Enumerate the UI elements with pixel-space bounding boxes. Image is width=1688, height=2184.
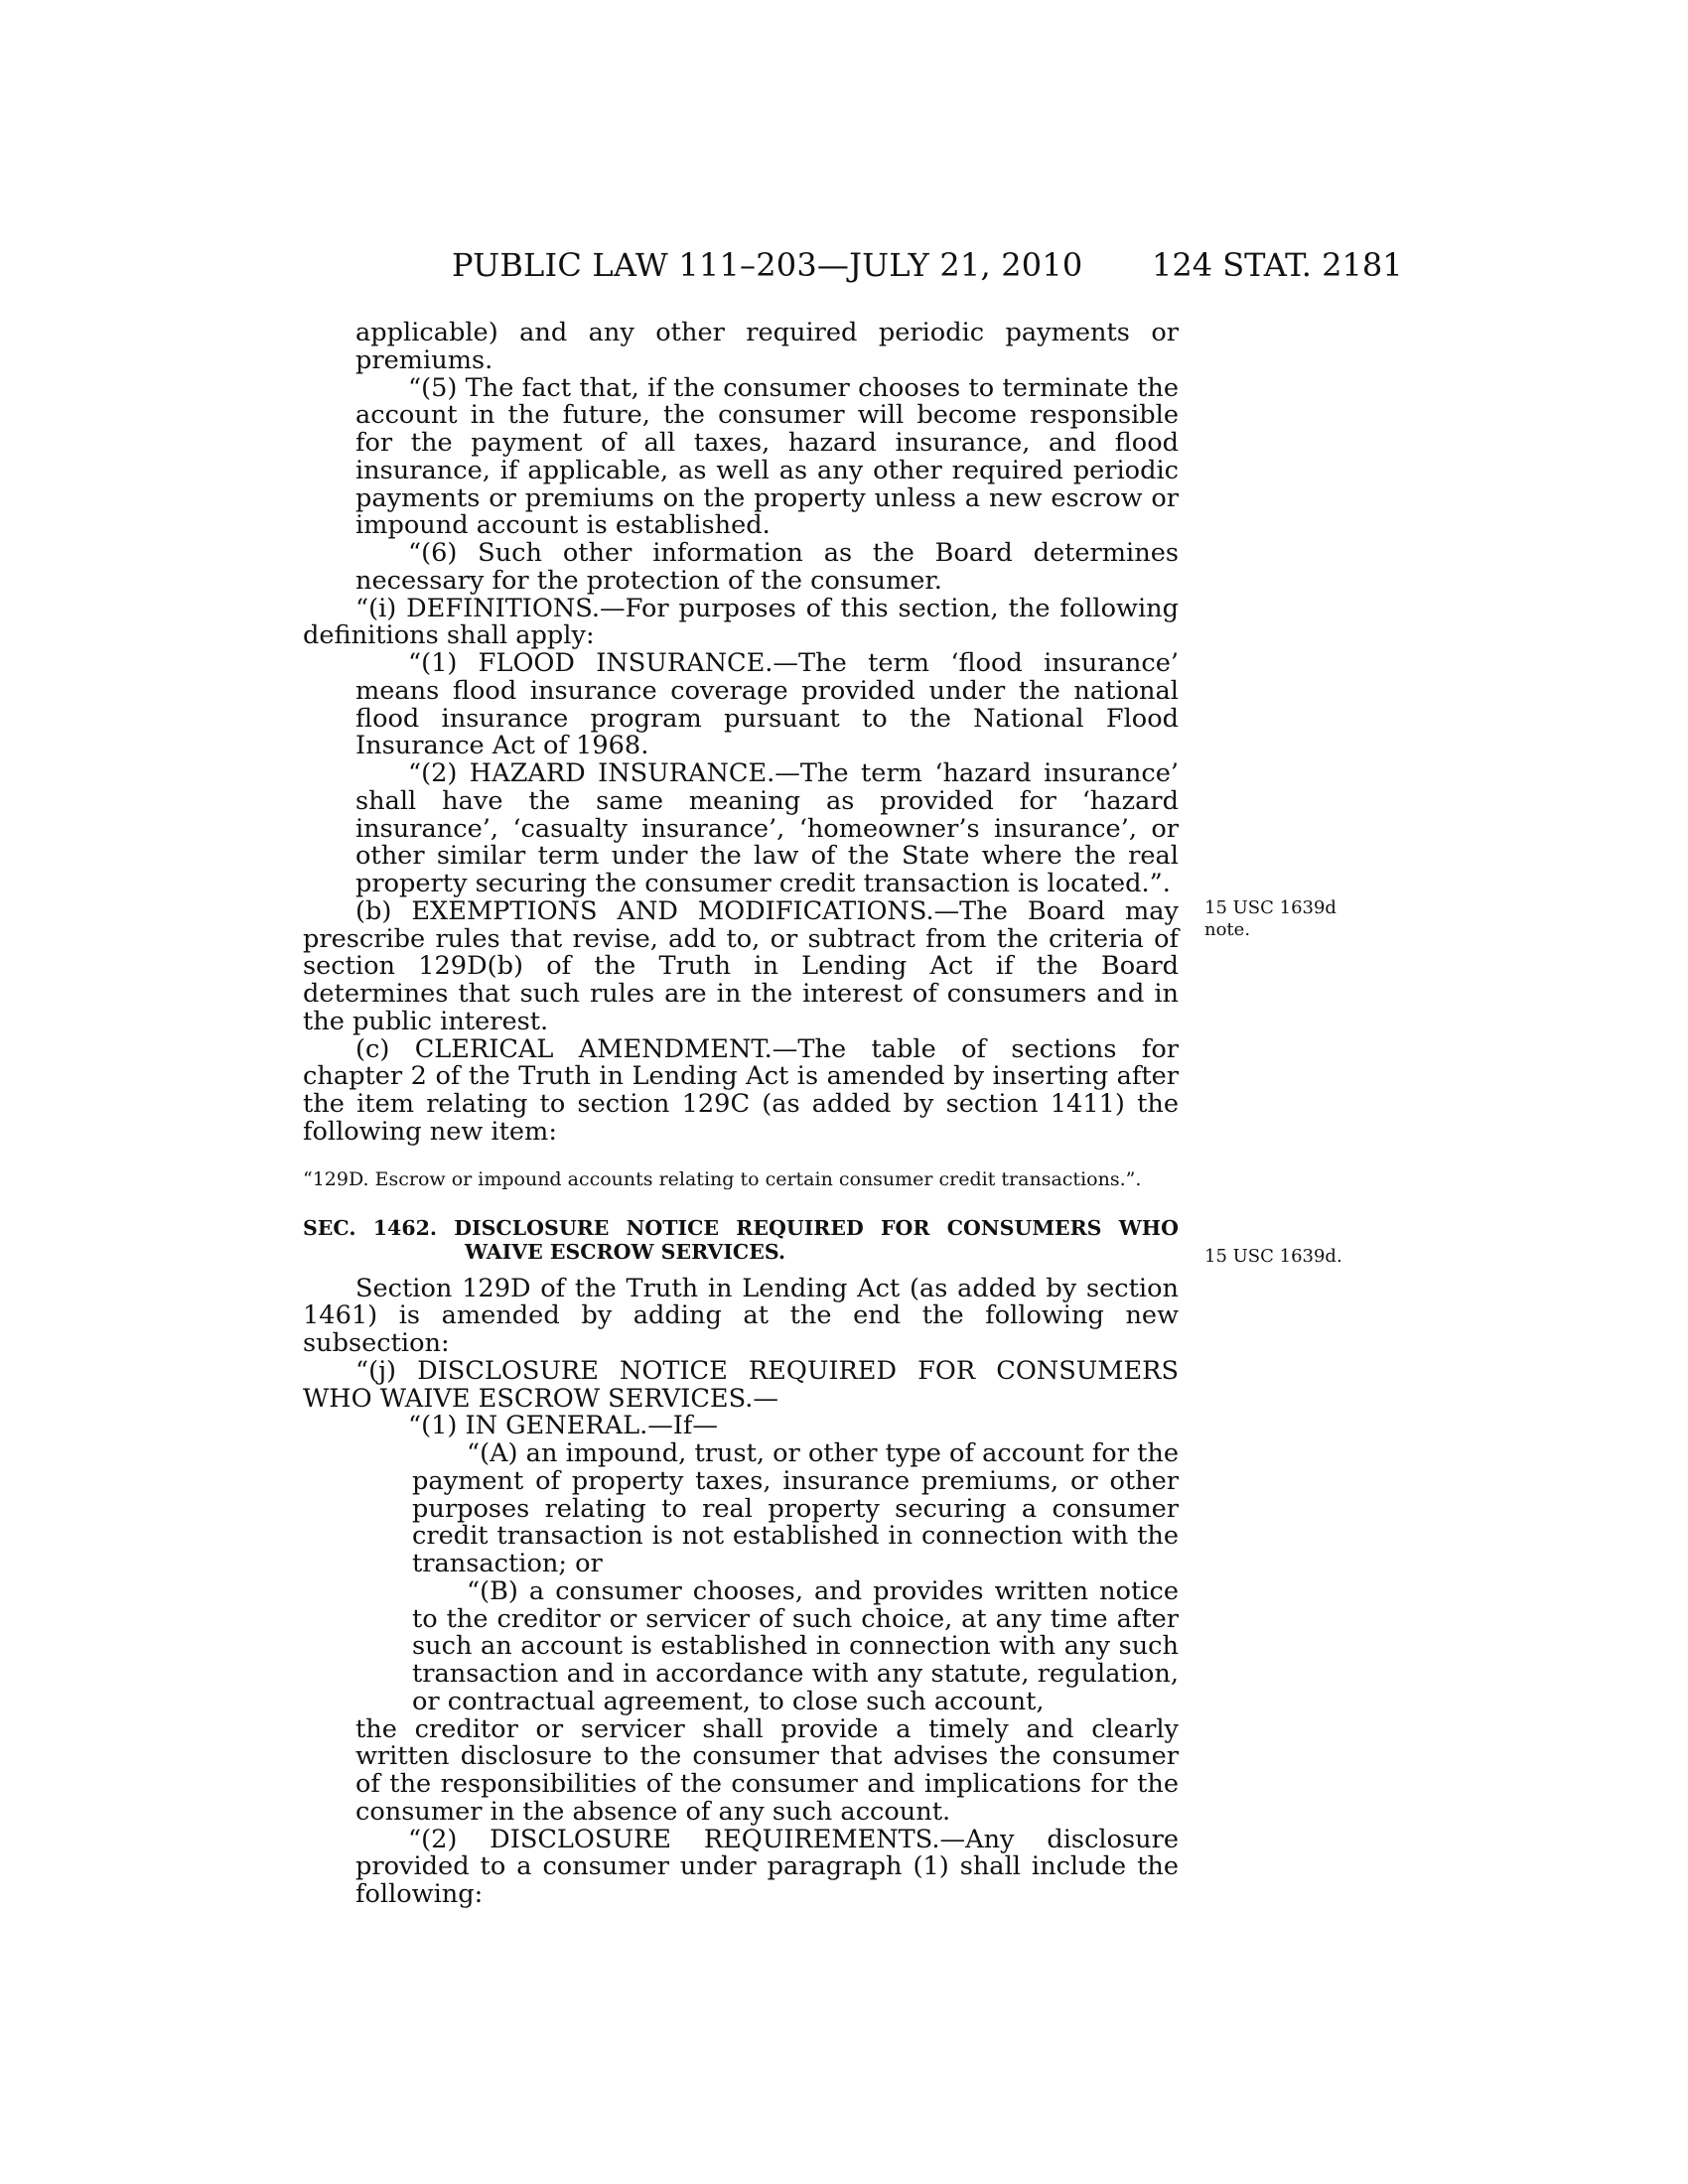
definition-flood-insurance: “(1) FLOOD INSURANCE.—The term ‘flood insurance’ means flood insurance coverage provided under the national flood insurance program pursuant to the National Flood Insurance Act of 1968.	[355, 648, 1179, 761]
definition-hazard-insurance: “(2) HAZARD INSURANCE.—The term ‘hazard insurance’ shall have the same meaning as provided for ‘hazard insurance’, ‘casualty insurance’, ‘homeowner’s insurance’, or other similar term under the law of the State where the real property securing the consumer credit transaction is located.”.	[355, 758, 1179, 898]
subsection-b-exemptions: (b) EXEMPTIONS AND MODIFICATIONS.—The Board may prescribe rules that revise, add to, or subtract from the criteria of section 129D(b) of the Truth in Lending Act if the Board determines that such rules are in the interest of consumers and in the public interest.	[303, 895, 1179, 1036]
margin-note-2: 15 USC 1639d.	[1204, 1246, 1342, 1267]
margin-note-1-line1: 15 USC 1639d	[1204, 897, 1336, 918]
margin-note-1-line2: note.	[1204, 919, 1251, 940]
subparagraph-b: “(B) a consumer chooses, and provides written notice to the creditor or servicer of such choice, at any time after such an account is established in connection with any such transaction and in accordance with any statute, regulation, or contractual agreement, to close such account,	[412, 1575, 1179, 1716]
table-of-sections-item: “129D. Escrow or impound accounts relating to certain consumer credit transactions.”.	[303, 1167, 1142, 1190]
subsection-j-heading: “(j) DISCLOSURE NOTICE REQUIRED FOR CONSUMERS WHO WAIVE ESCROW SERVICES.—	[303, 1355, 1179, 1414]
running-header-left: PUBLIC LAW 111–203—JULY 21, 2010	[452, 246, 1083, 284]
subparagraph-a: “(A) an impound, trust, or other type of account for the payment of property taxes, insurance premiums, or other purposes relating to real property securing a consumer credit transaction is not established in connection with the transaction; or	[412, 1438, 1179, 1578]
paragraph-6: “(6) Such other information as the Board determines necessary for the protection of the consumer.	[355, 538, 1179, 596]
subsection-c-clerical-amendment: (c) CLERICAL AMENDMENT.—The table of sections for chapter 2 of the Truth in Lending Act is amended by inserting after the item relating to section 129C (as added by section 1411) the following new item:	[303, 1033, 1179, 1147]
subsection-i-definitions: “(i) DEFINITIONS.—For purposes of this section, the following definitions shall apply:	[303, 593, 1179, 651]
running-header-page: 124 STAT. 2181	[1152, 246, 1403, 284]
paragraph-1-flush: the creditor or servicer shall provide a timely and clearly written disclosure to the consumer that advises the consumer of the responsibilities of the consumer and implications for the consumer in the absence of any such account.	[355, 1713, 1179, 1827]
paragraph-continuation: applicable) and any other required periodic payments or premiums.	[355, 318, 1179, 375]
paragraph-2-disclosure-requirements: “(2) DISCLOSURE REQUIREMENTS.—Any disclosure provided to a consumer under paragraph (1) shall include the following:	[355, 1824, 1179, 1909]
document-body	[303, 320, 1179, 1909]
paragraph-1-in-general: “(1) IN GENERAL.—If—	[408, 1411, 718, 1441]
section-1462-intro: Section 129D of the Truth in Lending Act (as added by section 1461) is amended by adding at the end the following new subsection:	[303, 1273, 1179, 1358]
paragraph-5: “(5) The fact that, if the consumer chooses to terminate the account in the future, the consumer will become responsible for the payment of all taxes, hazard insurance, and flood insurance, if applicable, as well as any other required periodic payments or premiums on the property unless a new escrow or impound account is established.	[355, 372, 1179, 541]
section-1462-heading: SEC. 1462. DISCLOSURE NOTICE REQUIRED FOR CONSUMERS WHO WAIVE ESCROW SERVICES.	[303, 1215, 1179, 1264]
margin-note-1	[1204, 897, 1336, 941]
